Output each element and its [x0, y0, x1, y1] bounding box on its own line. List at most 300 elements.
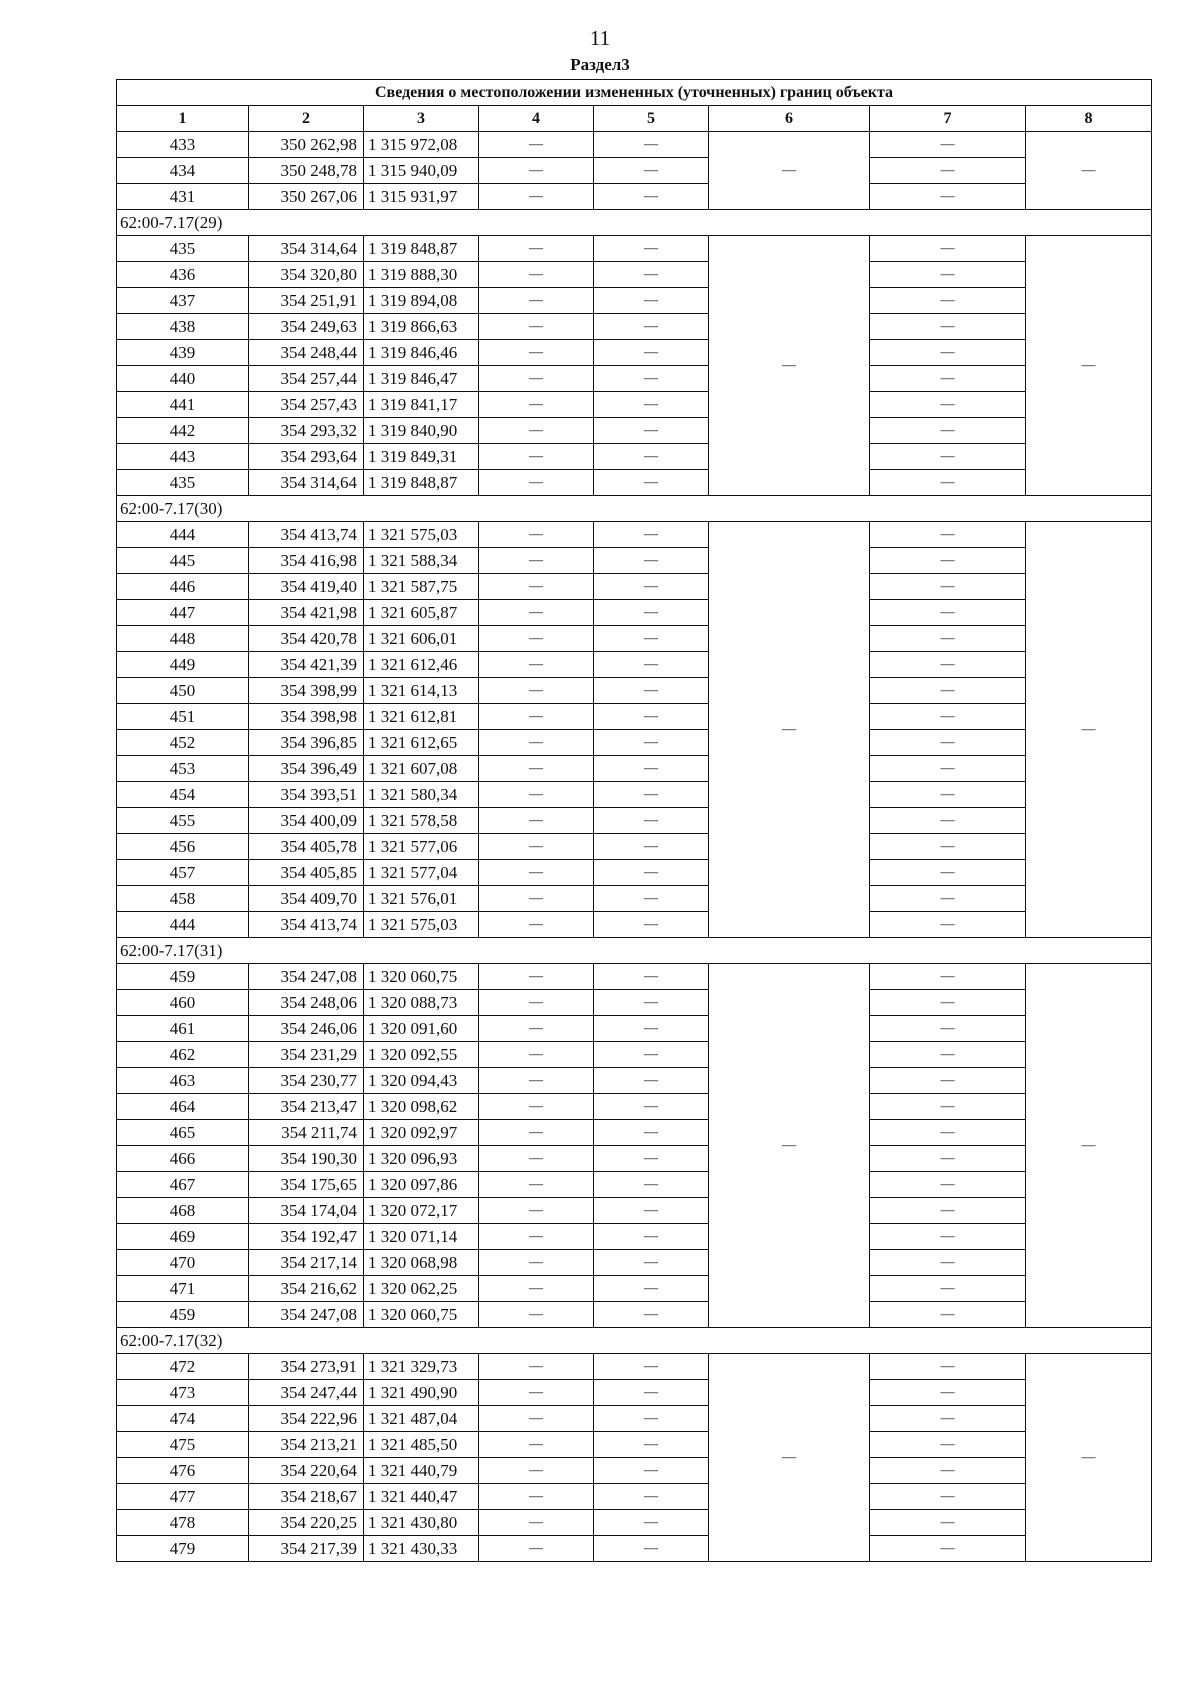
x-coordinate-cell: 354 400,09	[249, 808, 364, 834]
y-coordinate-cell: 1 321 430,33	[364, 1536, 479, 1562]
y-coordinate-cell: 1 321 485,50	[364, 1432, 479, 1458]
column-5-dash-cell: —	[594, 1068, 709, 1094]
point-number-cell: 433	[117, 132, 249, 158]
column-4-dash-cell: —	[479, 1224, 594, 1250]
column-7-dash-cell: —	[870, 1536, 1026, 1562]
x-coordinate-cell: 354 247,08	[249, 964, 364, 990]
column-5-dash-cell: —	[594, 522, 709, 548]
point-number-cell: 434	[117, 158, 249, 184]
table-row	[117, 574, 1152, 600]
column-4-dash-cell: —	[479, 808, 594, 834]
column-5-dash-cell: —	[594, 1198, 709, 1224]
column-5-dash-cell: —	[594, 626, 709, 652]
group-label: 62:00-7.17(32)	[117, 1328, 1152, 1354]
column-5-dash-cell: —	[594, 1250, 709, 1276]
column-4-dash-cell: —	[479, 1042, 594, 1068]
x-coordinate-cell: 354 396,85	[249, 730, 364, 756]
column-7-dash-cell: —	[870, 418, 1026, 444]
x-coordinate-cell: 354 413,74	[249, 522, 364, 548]
table-row	[117, 1146, 1152, 1172]
y-coordinate-cell: 1 319 846,46	[364, 340, 479, 366]
y-coordinate-cell: 1 319 840,90	[364, 418, 479, 444]
x-coordinate-cell: 354 220,64	[249, 1458, 364, 1484]
column-6-merged-dash-cell: —	[709, 522, 870, 938]
point-number-cell: 439	[117, 340, 249, 366]
y-coordinate-cell: 1 321 490,90	[364, 1380, 479, 1406]
column-5-dash-cell: —	[594, 782, 709, 808]
x-coordinate-cell: 354 246,06	[249, 1016, 364, 1042]
column-5-dash-cell: —	[594, 1042, 709, 1068]
table-row	[117, 886, 1152, 912]
point-number-cell: 455	[117, 808, 249, 834]
column-4-dash-cell: —	[479, 990, 594, 1016]
table-row	[117, 288, 1152, 314]
y-coordinate-cell: 1 321 612,65	[364, 730, 479, 756]
table-row	[117, 678, 1152, 704]
column-4-dash-cell: —	[479, 1406, 594, 1432]
column-7-dash-cell: —	[870, 1094, 1026, 1120]
point-number-cell: 463	[117, 1068, 249, 1094]
table-row	[117, 1510, 1152, 1536]
table-row	[117, 1432, 1152, 1458]
x-coordinate-cell: 354 230,77	[249, 1068, 364, 1094]
x-coordinate-cell: 354 393,51	[249, 782, 364, 808]
y-coordinate-cell: 1 320 092,97	[364, 1120, 479, 1146]
point-number-cell: 468	[117, 1198, 249, 1224]
x-coordinate-cell: 354 248,44	[249, 340, 364, 366]
y-coordinate-cell: 1 315 972,08	[364, 132, 479, 158]
column-header-6: 6	[709, 106, 870, 132]
column-7-dash-cell: —	[870, 808, 1026, 834]
point-number-cell: 449	[117, 652, 249, 678]
column-5-dash-cell: —	[594, 678, 709, 704]
y-coordinate-cell: 1 321 440,79	[364, 1458, 479, 1484]
column-5-dash-cell: —	[594, 314, 709, 340]
column-4-dash-cell: —	[479, 782, 594, 808]
column-5-dash-cell: —	[594, 1172, 709, 1198]
page-number: 11	[589, 26, 611, 50]
column-4-dash-cell: —	[479, 600, 594, 626]
point-number-cell: 451	[117, 704, 249, 730]
column-4-dash-cell: —	[479, 340, 594, 366]
x-coordinate-cell: 354 174,04	[249, 1198, 364, 1224]
column-4-dash-cell: —	[479, 964, 594, 990]
x-coordinate-cell: 354 293,64	[249, 444, 364, 470]
point-number-cell: 464	[117, 1094, 249, 1120]
y-coordinate-cell: 1 321 575,03	[364, 912, 479, 938]
y-coordinate-cell: 1 321 606,01	[364, 626, 479, 652]
table-row	[117, 236, 1152, 262]
table-row	[117, 600, 1152, 626]
column-7-dash-cell: —	[870, 470, 1026, 496]
column-7-dash-cell: —	[870, 522, 1026, 548]
x-coordinate-cell: 354 420,78	[249, 626, 364, 652]
column-5-dash-cell: —	[594, 730, 709, 756]
point-number-cell: 475	[117, 1432, 249, 1458]
column-4-dash-cell: —	[479, 1432, 594, 1458]
column-4-dash-cell: —	[479, 886, 594, 912]
x-coordinate-cell: 354 257,44	[249, 366, 364, 392]
table-row	[117, 444, 1152, 470]
column-7-dash-cell: —	[870, 184, 1026, 210]
x-coordinate-cell: 354 405,85	[249, 860, 364, 886]
column-7-dash-cell: —	[870, 834, 1026, 860]
y-coordinate-cell: 1 319 848,87	[364, 236, 479, 262]
y-coordinate-cell: 1 321 430,80	[364, 1510, 479, 1536]
y-coordinate-cell: 1 320 072,17	[364, 1198, 479, 1224]
column-5-dash-cell: —	[594, 288, 709, 314]
column-header-8: 8	[1026, 106, 1152, 132]
group-row	[117, 1328, 1152, 1354]
table-row	[117, 626, 1152, 652]
y-coordinate-cell: 1 320 060,75	[364, 964, 479, 990]
column-5-dash-cell: —	[594, 1406, 709, 1432]
column-6-merged-dash-cell: —	[709, 964, 870, 1328]
column-7-dash-cell: —	[870, 912, 1026, 938]
column-7-dash-cell: —	[870, 1484, 1026, 1510]
column-7-dash-cell: —	[870, 1250, 1026, 1276]
column-4-dash-cell: —	[479, 1120, 594, 1146]
x-coordinate-cell: 354 247,08	[249, 1302, 364, 1328]
column-4-dash-cell: —	[479, 678, 594, 704]
column-4-dash-cell: —	[479, 158, 594, 184]
column-5-dash-cell: —	[594, 548, 709, 574]
column-4-dash-cell: —	[479, 1458, 594, 1484]
column-4-dash-cell: —	[479, 626, 594, 652]
column-7-dash-cell: —	[870, 158, 1026, 184]
column-5-dash-cell: —	[594, 1380, 709, 1406]
column-7-dash-cell: —	[870, 288, 1026, 314]
column-7-dash-cell: —	[870, 392, 1026, 418]
table-row	[117, 470, 1152, 496]
table-row	[117, 1016, 1152, 1042]
y-coordinate-cell: 1 321 587,75	[364, 574, 479, 600]
x-coordinate-cell: 354 421,39	[249, 652, 364, 678]
column-5-dash-cell: —	[594, 158, 709, 184]
column-5-dash-cell: —	[594, 1354, 709, 1380]
point-number-cell: 437	[117, 288, 249, 314]
column-5-dash-cell: —	[594, 236, 709, 262]
point-number-cell: 459	[117, 964, 249, 990]
x-coordinate-cell: 354 213,21	[249, 1432, 364, 1458]
table-row	[117, 860, 1152, 886]
x-coordinate-cell: 354 249,63	[249, 314, 364, 340]
column-4-dash-cell: —	[479, 834, 594, 860]
table-row	[117, 1406, 1152, 1432]
table-row	[117, 704, 1152, 730]
point-number-cell: 440	[117, 366, 249, 392]
table-row	[117, 1172, 1152, 1198]
point-number-cell: 466	[117, 1146, 249, 1172]
column-4-dash-cell: —	[479, 392, 594, 418]
column-5-dash-cell: —	[594, 756, 709, 782]
y-coordinate-cell: 1 321 487,04	[364, 1406, 479, 1432]
table-row	[117, 964, 1152, 990]
table-header	[117, 80, 1152, 132]
y-coordinate-cell: 1 321 580,34	[364, 782, 479, 808]
y-coordinate-cell: 1 319 848,87	[364, 470, 479, 496]
column-5-dash-cell: —	[594, 1536, 709, 1562]
column-5-dash-cell: —	[594, 704, 709, 730]
column-7-dash-cell: —	[870, 626, 1026, 652]
x-coordinate-cell: 354 273,91	[249, 1354, 364, 1380]
x-coordinate-cell: 354 413,74	[249, 912, 364, 938]
column-4-dash-cell: —	[479, 470, 594, 496]
x-coordinate-cell: 354 192,47	[249, 1224, 364, 1250]
x-coordinate-cell: 354 409,70	[249, 886, 364, 912]
table-row	[117, 912, 1152, 938]
x-coordinate-cell: 350 248,78	[249, 158, 364, 184]
point-number-cell: 461	[117, 1016, 249, 1042]
column-6-merged-dash-cell: —	[709, 1354, 870, 1562]
table-row	[117, 184, 1152, 210]
column-4-dash-cell: —	[479, 1198, 594, 1224]
point-number-cell: 454	[117, 782, 249, 808]
y-coordinate-cell: 1 321 607,08	[364, 756, 479, 782]
column-6-merged-dash-cell: —	[709, 132, 870, 210]
column-7-dash-cell: —	[870, 1276, 1026, 1302]
coordinates-table-container	[116, 79, 1151, 1562]
x-coordinate-cell: 354 314,64	[249, 470, 364, 496]
column-4-dash-cell: —	[479, 366, 594, 392]
group-label: 62:00-7.17(31)	[117, 938, 1152, 964]
column-5-dash-cell: —	[594, 886, 709, 912]
y-coordinate-cell: 1 319 846,47	[364, 366, 479, 392]
column-5-dash-cell: —	[594, 1146, 709, 1172]
column-5-dash-cell: —	[594, 392, 709, 418]
column-4-dash-cell: —	[479, 1302, 594, 1328]
table-row	[117, 366, 1152, 392]
y-coordinate-cell: 1 319 888,30	[364, 262, 479, 288]
column-7-dash-cell: —	[870, 574, 1026, 600]
column-7-dash-cell: —	[870, 1432, 1026, 1458]
x-coordinate-cell: 354 416,98	[249, 548, 364, 574]
column-7-dash-cell: —	[870, 340, 1026, 366]
column-7-dash-cell: —	[870, 132, 1026, 158]
group-row	[117, 210, 1152, 236]
x-coordinate-cell: 350 267,06	[249, 184, 364, 210]
table-title: Сведения о местоположении измененных (уточненных) границ объекта	[117, 80, 1152, 106]
table-row	[117, 262, 1152, 288]
x-coordinate-cell: 354 247,44	[249, 1380, 364, 1406]
point-number-cell: 456	[117, 834, 249, 860]
y-coordinate-cell: 1 321 440,47	[364, 1484, 479, 1510]
column-4-dash-cell: —	[479, 1536, 594, 1562]
y-coordinate-cell: 1 321 614,13	[364, 678, 479, 704]
column-header-2: 2	[249, 106, 364, 132]
column-4-dash-cell: —	[479, 1380, 594, 1406]
y-coordinate-cell: 1 321 577,06	[364, 834, 479, 860]
table-row	[117, 314, 1152, 340]
point-number-cell: 441	[117, 392, 249, 418]
y-coordinate-cell: 1 320 098,62	[364, 1094, 479, 1120]
y-coordinate-cell: 1 320 088,73	[364, 990, 479, 1016]
table-row	[117, 1458, 1152, 1484]
point-number-cell: 465	[117, 1120, 249, 1146]
column-7-dash-cell: —	[870, 756, 1026, 782]
column-7-dash-cell: —	[870, 1042, 1026, 1068]
x-coordinate-cell: 354 398,99	[249, 678, 364, 704]
column-7-dash-cell: —	[870, 444, 1026, 470]
table-body	[117, 132, 1152, 1562]
table-row	[117, 782, 1152, 808]
column-5-dash-cell: —	[594, 1016, 709, 1042]
x-coordinate-cell: 354 217,39	[249, 1536, 364, 1562]
table-row	[117, 392, 1152, 418]
y-coordinate-cell: 1 320 071,14	[364, 1224, 479, 1250]
column-5-dash-cell: —	[594, 1458, 709, 1484]
column-7-dash-cell: —	[870, 1172, 1026, 1198]
y-coordinate-cell: 1 320 092,55	[364, 1042, 479, 1068]
group-row	[117, 938, 1152, 964]
y-coordinate-cell: 1 321 588,34	[364, 548, 479, 574]
column-5-dash-cell: —	[594, 808, 709, 834]
y-coordinate-cell: 1 319 841,17	[364, 392, 479, 418]
column-4-dash-cell: —	[479, 1354, 594, 1380]
column-header-1: 1	[117, 106, 249, 132]
y-coordinate-cell: 1 321 578,58	[364, 808, 479, 834]
column-8-merged-dash-cell: —	[1026, 1354, 1152, 1562]
column-5-dash-cell: —	[594, 340, 709, 366]
column-7-dash-cell: —	[870, 1146, 1026, 1172]
column-number-row	[117, 106, 1152, 132]
y-coordinate-cell: 1 320 068,98	[364, 1250, 479, 1276]
y-coordinate-cell: 1 320 060,75	[364, 1302, 479, 1328]
x-coordinate-cell: 354 257,43	[249, 392, 364, 418]
point-number-cell: 453	[117, 756, 249, 782]
table-row	[117, 1042, 1152, 1068]
column-5-dash-cell: —	[594, 444, 709, 470]
point-number-cell: 458	[117, 886, 249, 912]
x-coordinate-cell: 354 220,25	[249, 1510, 364, 1536]
x-coordinate-cell: 354 421,98	[249, 600, 364, 626]
table-row	[117, 522, 1152, 548]
column-7-dash-cell: —	[870, 964, 1026, 990]
table-row	[117, 1380, 1152, 1406]
column-7-dash-cell: —	[870, 1068, 1026, 1094]
point-number-cell: 447	[117, 600, 249, 626]
column-7-dash-cell: —	[870, 678, 1026, 704]
point-number-cell: 460	[117, 990, 249, 1016]
x-coordinate-cell: 354 248,06	[249, 990, 364, 1016]
column-5-dash-cell: —	[594, 652, 709, 678]
column-7-dash-cell: —	[870, 704, 1026, 730]
table-row	[117, 808, 1152, 834]
column-7-dash-cell: —	[870, 1016, 1026, 1042]
column-8-merged-dash-cell: —	[1026, 522, 1152, 938]
x-coordinate-cell: 354 213,47	[249, 1094, 364, 1120]
table-title-row	[117, 80, 1152, 106]
column-7-dash-cell: —	[870, 548, 1026, 574]
point-number-cell: 445	[117, 548, 249, 574]
column-7-dash-cell: —	[870, 1198, 1026, 1224]
point-number-cell: 477	[117, 1484, 249, 1510]
column-7-dash-cell: —	[870, 314, 1026, 340]
column-4-dash-cell: —	[479, 548, 594, 574]
column-7-dash-cell: —	[870, 366, 1026, 392]
column-7-dash-cell: —	[870, 236, 1026, 262]
x-coordinate-cell: 354 314,64	[249, 236, 364, 262]
column-header-3: 3	[364, 106, 479, 132]
y-coordinate-cell: 1 319 866,63	[364, 314, 479, 340]
point-number-cell: 438	[117, 314, 249, 340]
point-number-cell: 473	[117, 1380, 249, 1406]
column-5-dash-cell: —	[594, 990, 709, 1016]
table-row	[117, 1224, 1152, 1250]
section-title: Раздел3	[570, 55, 630, 74]
table-row	[117, 1250, 1152, 1276]
y-coordinate-cell: 1 321 605,87	[364, 600, 479, 626]
column-7-dash-cell: —	[870, 782, 1026, 808]
point-number-cell: 435	[117, 470, 249, 496]
column-4-dash-cell: —	[479, 860, 594, 886]
column-7-dash-cell: —	[870, 886, 1026, 912]
column-4-dash-cell: —	[479, 652, 594, 678]
table-row	[117, 730, 1152, 756]
x-coordinate-cell: 354 293,32	[249, 418, 364, 444]
table-row	[117, 548, 1152, 574]
point-number-cell: 474	[117, 1406, 249, 1432]
column-7-dash-cell: —	[870, 1458, 1026, 1484]
column-4-dash-cell: —	[479, 704, 594, 730]
column-4-dash-cell: —	[479, 132, 594, 158]
column-4-dash-cell: —	[479, 262, 594, 288]
x-coordinate-cell: 354 175,65	[249, 1172, 364, 1198]
group-label: 62:00-7.17(29)	[117, 210, 1152, 236]
column-7-dash-cell: —	[870, 262, 1026, 288]
point-number-cell: 436	[117, 262, 249, 288]
x-coordinate-cell: 350 262,98	[249, 132, 364, 158]
table-row	[117, 1484, 1152, 1510]
y-coordinate-cell: 1 320 096,93	[364, 1146, 479, 1172]
column-5-dash-cell: —	[594, 1120, 709, 1146]
column-8-merged-dash-cell: —	[1026, 132, 1152, 210]
column-4-dash-cell: —	[479, 912, 594, 938]
coordinates-table	[116, 79, 1152, 1562]
table-row	[117, 1354, 1152, 1380]
column-5-dash-cell: —	[594, 418, 709, 444]
table-row	[117, 1068, 1152, 1094]
table-row	[117, 1536, 1152, 1562]
column-5-dash-cell: —	[594, 964, 709, 990]
column-8-merged-dash-cell: —	[1026, 964, 1152, 1328]
table-row	[117, 834, 1152, 860]
column-4-dash-cell: —	[479, 418, 594, 444]
column-5-dash-cell: —	[594, 1094, 709, 1120]
column-7-dash-cell: —	[870, 730, 1026, 756]
table-row	[117, 1094, 1152, 1120]
column-header-5: 5	[594, 106, 709, 132]
column-4-dash-cell: —	[479, 1276, 594, 1302]
x-coordinate-cell: 354 211,74	[249, 1120, 364, 1146]
column-7-dash-cell: —	[870, 860, 1026, 886]
table-row	[117, 158, 1152, 184]
point-number-cell: 476	[117, 1458, 249, 1484]
table-row	[117, 340, 1152, 366]
column-4-dash-cell: —	[479, 1510, 594, 1536]
column-4-dash-cell: —	[479, 1094, 594, 1120]
column-7-dash-cell: —	[870, 652, 1026, 678]
column-7-dash-cell: —	[870, 1380, 1026, 1406]
point-number-cell: 452	[117, 730, 249, 756]
x-coordinate-cell: 354 217,14	[249, 1250, 364, 1276]
point-number-cell: 448	[117, 626, 249, 652]
column-7-dash-cell: —	[870, 600, 1026, 626]
table-row	[117, 418, 1152, 444]
y-coordinate-cell: 1 321 577,04	[364, 860, 479, 886]
point-number-cell: 444	[117, 912, 249, 938]
point-number-cell: 431	[117, 184, 249, 210]
